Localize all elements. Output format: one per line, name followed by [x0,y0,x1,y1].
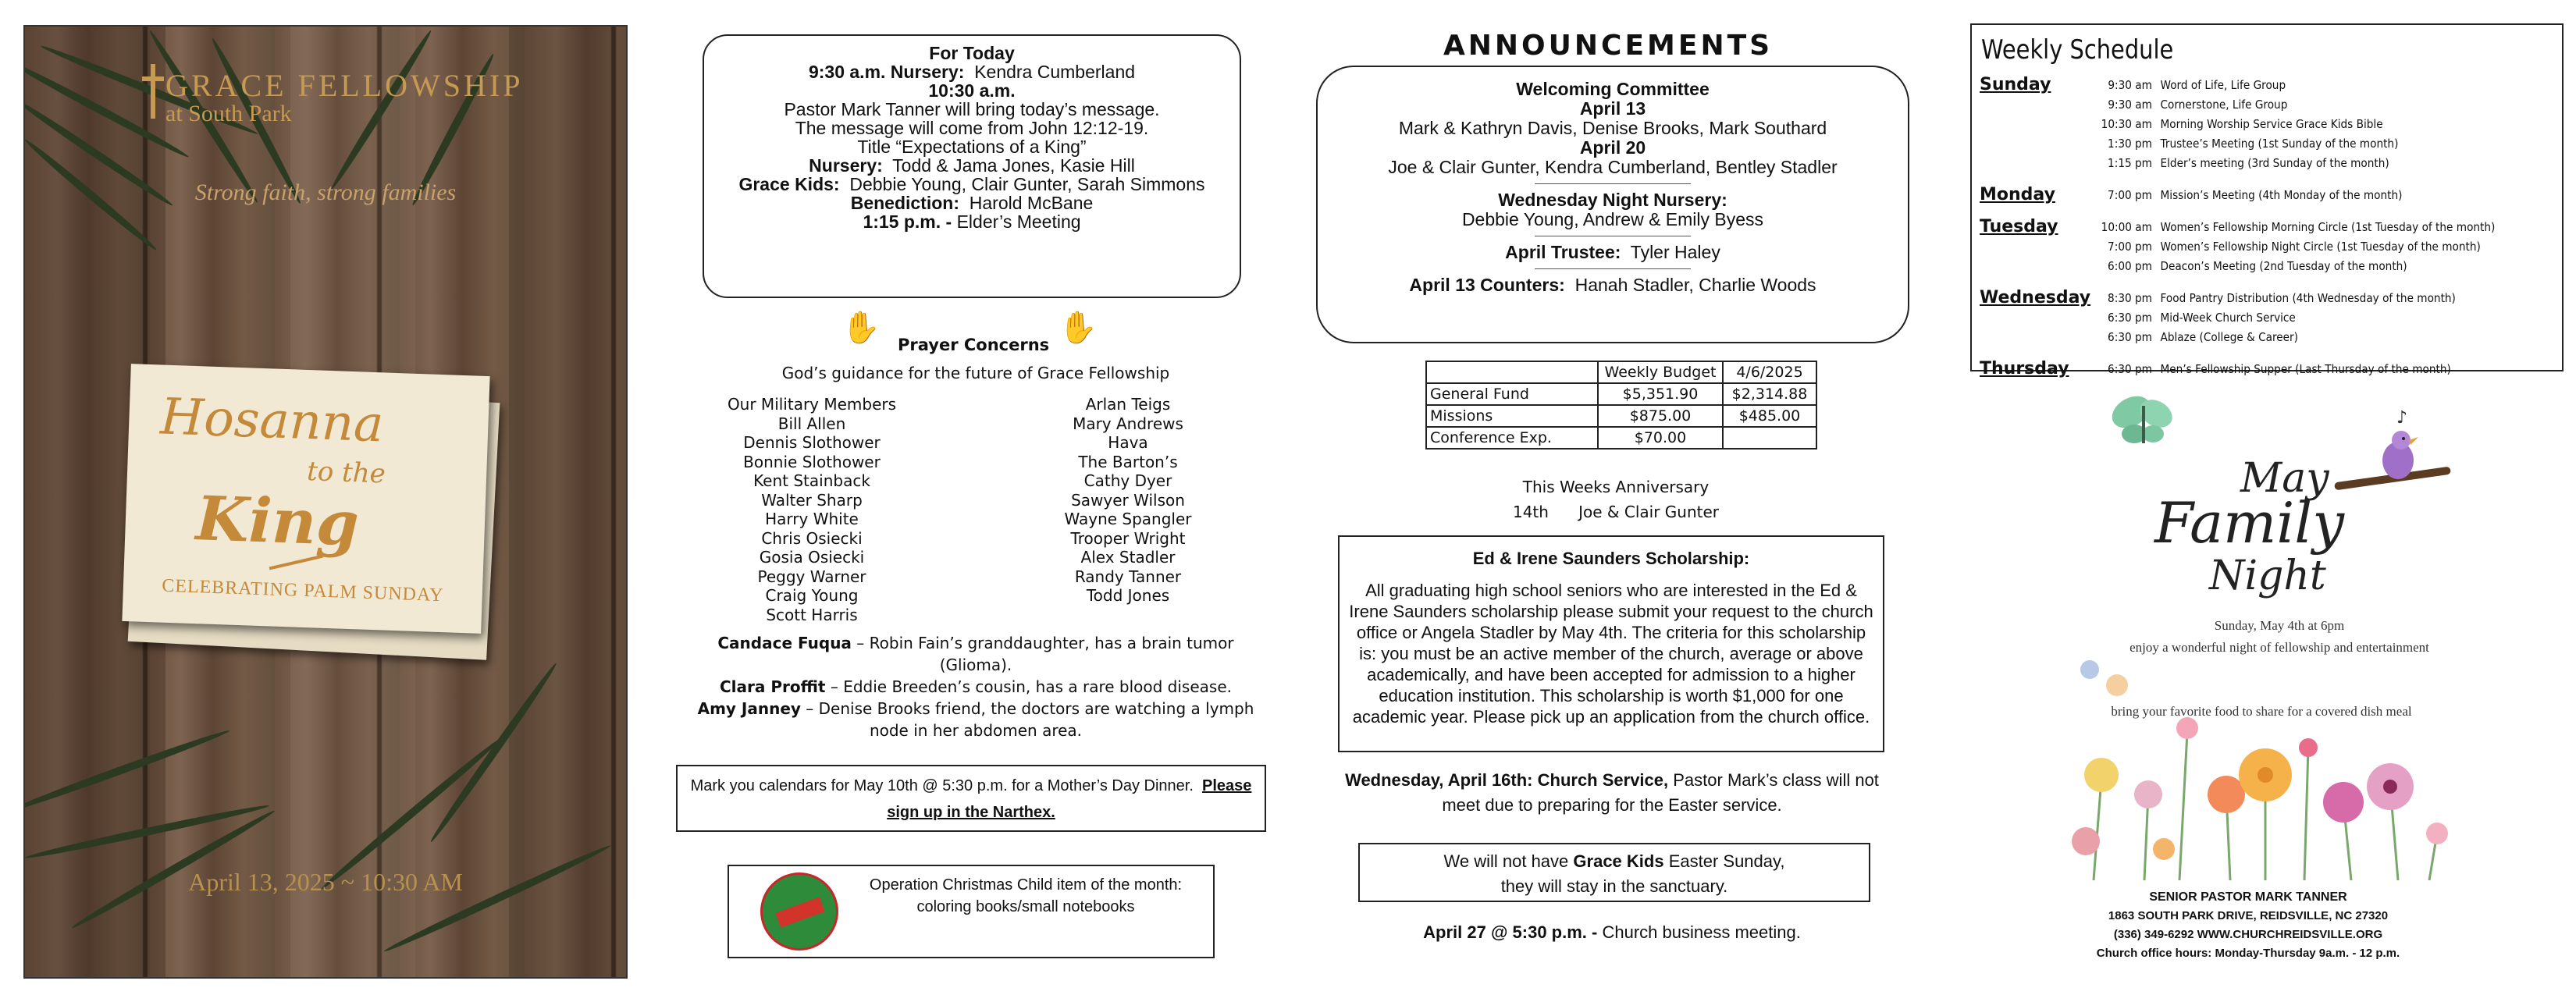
prayer-concerns-list [687,632,1265,741]
concern-text: Eddie Breeden’s cousin, has a rare blood disease. [843,677,1232,696]
schedule-event [2089,156,2389,170]
prayer-name: Arlan Teigs [1085,395,1171,414]
welcoming-title: Welcoming Committee [1516,79,1710,99]
church-address: 1863 SOUTH PARK DRIVE, REIDSVILLE, NC 27320 [2108,909,2389,922]
church-logo [165,67,523,127]
gracekids-easter-box [1358,843,1870,902]
family-night-when: Sunday, May 4th at 6pm [2214,618,2345,633]
event-time: 7:00 pm [2108,188,2152,202]
event-desc: Mission’s Meeting (4th Monday of the month) [2160,188,2403,202]
wed-nursery-names: Debbie Young, Andrew & Emily Byess [1461,209,1764,229]
table-cell [1426,361,1598,383]
event-desc: Cornerstone, Life Group [2160,98,2288,112]
concern-name: Clara Proffit [720,677,826,696]
event-time: 1:30 pm [2108,137,2152,151]
wed-nursery-title: Wednesday Night Nursery: [1498,190,1727,210]
occ-line2: coloring books/small notebooks [916,898,1135,915]
anniversary-title: This Weeks Anniversary [1522,478,1710,496]
family-night-bring: bring your favorite food to share for a covered dish meal [2111,704,2412,719]
pastor-name: SENIOR PASTOR MARK TANNER [2149,890,2347,904]
table-cell: Conference Exp. [1426,427,1598,449]
schedule-event [2089,188,2402,202]
gracekids-label: Grace Kids: [738,174,840,194]
table-row [1426,405,1816,427]
prayer-name: Trooper Wright [1070,528,1186,548]
event-time: 6:30 pm [2108,311,2152,325]
welcoming-names: Joe & Clair Gunter, Kendra Cumberland, Bentley Stadler [1388,157,1838,177]
prayer-names-right [999,395,1257,606]
schedule-event [2089,98,2287,112]
prayer-name: Todd Jones [1086,586,1170,605]
event-desc: Trustee’s Meeting (1st Sunday of the month) [2160,137,2399,151]
event-desc: Morning Worship Service Grace Kids Bible [2160,117,2383,131]
prayer-name: Randy Tanner [1074,567,1182,586]
schedule-event [2089,291,2456,305]
table-header: 4/6/2025 [1723,361,1816,383]
schedule-event [2089,240,2481,254]
wednesday-text: Pastor Mark’s class will not meet due to preparing for the Easter service. [1442,770,1879,815]
praying-hands-icon: ✋ [1059,311,1098,345]
event-desc: Deacon’s Meeting (2nd Tuesday of the month) [2160,259,2407,273]
weekly-schedule-title: Weekly Schedule [1981,34,2174,66]
mothers-day-signup: Please sign up in the Narthex. [887,777,1252,821]
benediction-label: Benediction: [850,193,959,213]
gracekids-easter-pre: We will not have [1443,851,1569,871]
table-cell: Missions [1426,405,1598,427]
schedule-day: Sunday [1980,75,2051,94]
tagline: Strong faith, strong families [194,179,457,205]
schedule-event [2089,117,2383,131]
nursery-label: Nursery: [809,155,883,176]
divider [1535,183,1691,184]
church-footer [2061,888,2435,963]
concern-name: Candace Fuqua [717,634,852,652]
table-cell: $2,314.88 [1723,383,1816,405]
gracekids-easter-line2: they will stay in the sanctuary. [1500,876,1728,896]
prayer-name: Cathy Dyer [1083,471,1172,490]
scholarship-body: All graduating high school seniors who are interested in the Ed & Irene Saunders scholarship please submit your request to the church office or Angela Stadler by May 4th. The criteria for this scholarship is: you must be an active member of the church, average or above academically, and have been accepted for admission to a higher education institution. This scholarship is worth $1,000 for one academic year. Please pick up an application from the church office. [1349,581,1873,727]
card-to-the: to the [306,456,386,490]
event-desc: Women’s Fellowship Morning Circle (1st Tuesday of the month) [2160,220,2496,234]
card-king: King [194,483,361,560]
event-desc: Food Pantry Distribution (4th Wednesday of the month) [2160,291,2456,305]
concern-item: Clara Proffit – Eddie Breeden’s cousin, has a rare blood disease. [720,677,1232,696]
card-hosanna: Hosanna [159,388,385,454]
schedule-event [2089,220,2495,234]
service-time: 10:30 a.m. [928,80,1016,101]
budget-table [1425,361,1817,450]
table-cell: $70.00 [1598,427,1723,449]
schedule-event [2089,311,2296,325]
schedule-day: Wednesday [1980,288,2091,307]
palm-sunday-card [122,364,489,634]
prayer-name: Harry White [765,510,859,528]
schedule-event [2089,330,2298,344]
gracekids-easter-bold: Grace Kids [1573,851,1664,871]
nursery-930-label: 9:30 a.m. Nursery: [808,62,965,82]
occ-line1: Operation Christmas Child item of the month: [869,876,1183,894]
schedule-day: Thursday [1980,359,2069,378]
cross-logo-icon [142,64,164,119]
prayer-name: Chris Osiecki [761,528,863,548]
cover-panel [23,25,628,979]
prayer-name: Craig Young [765,586,859,605]
announcements-title: ANNOUNCEMENTS [1443,30,1774,62]
event-desc: Mid-Week Church Service [2160,311,2296,325]
prayer-name: Walter Sharp [761,490,863,510]
message-line: Pastor Mark Tanner will bring today’s message. [784,99,1160,119]
counters-label: April 13 Counters: [1409,275,1565,295]
schedule-event [2089,137,2398,151]
event-time: 9:30 am [2108,98,2152,112]
schedule-event [2089,362,2451,376]
schedule-day: Tuesday [1980,217,2058,236]
prayer-name: Gosia Osiecki [759,548,865,567]
message-title: Title “Expectations of a King” [857,137,1087,157]
table-row [1426,427,1816,449]
mfn-word2: Family [2154,490,2344,556]
anniversary-names: Joe & Clair Gunter [1578,503,1719,521]
for-today-title: For Today [929,43,1015,63]
occ-box [728,865,1215,958]
anniversary-day: 14th [1512,503,1549,521]
church-phone-web: (336) 349-6292 WWW.CHURCHREIDSVILLE.ORG [2113,928,2383,941]
event-desc: Women’s Fellowship Night Circle (1st Tuesday of the month) [2160,240,2481,254]
prayer-names-left [687,395,937,624]
table-row [1426,383,1816,405]
prayer-name: Peggy Warner [757,567,866,586]
mfn-word3: Night [2209,553,2326,599]
welcoming-date: April 13 [1579,98,1646,119]
prayer-name: Mary Andrews [1073,414,1183,433]
family-night-info [2069,615,2490,637]
gracekids-value: Debbie Young, Clair Gunter, Sarah Simmons [849,174,1205,194]
prayer-name: Bonnie Slothower [743,452,881,471]
welcoming-names: Mark & Kathryn Davis, Denise Brooks, Mark Southard [1398,118,1827,138]
weekly-schedule-box [1970,23,2564,378]
table-cell: $875.00 [1598,405,1723,427]
counters-value: Hanah Stadler, Charlie Woods [1574,275,1816,295]
event-desc: Men’s Fellowship Supper (Last Thursday of the month) [2160,362,2451,376]
gracekids-easter-post: Easter Sunday, [1668,851,1785,871]
operation-christmas-child-logo-icon [760,872,838,951]
prayer-name: Kent Stainback [753,471,870,490]
table-cell: General Fund [1426,383,1598,405]
event-time: 6:30 pm [2108,362,2152,376]
concern-name: Amy Janney [697,699,801,718]
business-meeting [1327,922,1897,943]
prayer-subtitle: God’s guidance for the future of Grace Fellowship [781,364,1170,382]
scholarship-box [1338,535,1884,752]
benediction-value: Harold McBane [969,193,1094,213]
event-time: 1:15 pm [2108,156,2152,170]
concern-text: Robin Fain’s granddaughter, has a brain tumor (Glioma). [869,634,1234,674]
divider [1535,268,1691,269]
flower-illustration [2070,638,2453,880]
anniversary [1374,474,1858,524]
business-label: April 27 @ 5:30 p.m. - [1423,922,1598,942]
event-time: 8:30 pm [2108,291,2152,305]
trustee-value: Tyler Haley [1630,242,1720,262]
wednesday-label: Wednesday, April 16th: Church Service, [1345,770,1669,790]
event-desc: Elder’s meeting (3rd Sunday of the month) [2160,156,2389,170]
family-night-enjoy: enjoy a wonderful night of fellowship and entertainment [2129,640,2429,655]
event-time: 10:30 am [2101,117,2152,131]
wednesday-notice [1327,768,1897,818]
welcoming-date: April 20 [1579,137,1646,158]
schedule-event [2089,259,2407,273]
church-subname: at South Park [165,101,292,126]
message-line: The message will come from John 12:12-19. [795,118,1149,138]
prayer-name: Alex Stadler [1080,548,1176,567]
church-name: GRACE FELLOWSHIP [165,68,524,103]
event-time: 9:30 am [2108,78,2152,92]
event-time: 6:00 pm [2108,259,2152,273]
svg-text:♪: ♪ [2396,408,2408,428]
event-time: 6:30 pm [2108,330,2152,344]
elders-time: 1:15 p.m. - [863,211,952,232]
mothers-day-box [676,765,1266,832]
wood-plank [509,27,626,977]
prayer-name: Dennis Slothower [743,433,881,452]
elders-meeting: Elder’s Meeting [956,211,1081,232]
prayer-name: Bill Allen [777,414,846,433]
prayer-name: The Barton’s [1078,452,1178,471]
prayer-name: Wayne Spangler [1064,510,1192,528]
mothers-day-text: Mark you calendars for May 10th @ 5:30 p.m. for a Mother’s Day Dinner. [690,777,1194,794]
table-row [1426,361,1816,383]
event-desc: Word of Life, Life Group [2160,78,2286,92]
prayer-name: Sawyer Wilson [1071,490,1185,510]
table-cell: $5,351.90 [1598,383,1723,405]
praying-hands-icon: ✋ [841,311,881,345]
concern-text: Denise Brooks friend, the doctors are watching a lymph node in her abdomen area. [818,699,1254,740]
event-desc: Ablaze (College & Career) [2160,330,2298,344]
nursery-value: Todd & Jama Jones, Kasie Hill [892,155,1135,176]
welcoming-box [1316,66,1909,343]
schedule-event [2089,78,2286,92]
business-text: Church business meeting. [1602,922,1801,942]
concern-item: Amy Janney – Denise Brooks friend, the doctors are watching a lymph node in her abdomen area. [697,699,1254,740]
table-cell: $485.00 [1723,405,1816,427]
event-time: 7:00 pm [2108,240,2152,254]
card-caption: CELEBRATING PALM SUNDAY [161,575,444,606]
trustee-label: April Trustee: [1505,242,1621,262]
scholarship-title: Ed & Irene Saunders Scholarship: [1472,549,1750,568]
may-family-night-title [2123,437,2389,601]
nursery-930-value: Kendra Cumberland [974,62,1136,82]
event-time: 10:00 am [2101,220,2152,234]
prayer-name: Scott Harris [766,605,858,624]
prayer-name: Our Military Members [727,395,897,414]
service-date: April 13, 2025 ~ 10:30 AM [188,868,463,896]
for-today-box [703,34,1241,298]
prayer-name: Hava [1108,433,1148,452]
mfn-word1: May [2240,455,2329,502]
prayer-concerns-title: Prayer Concerns [898,336,1050,354]
table-header: Weekly Budget [1598,361,1723,383]
schedule-day: Monday [1980,185,2055,204]
table-cell [1723,427,1816,449]
office-hours: Church office hours: Monday-Thursday 9a.m. - 12 p.m. [2096,947,2400,960]
concern-item: Candace Fuqua – Robin Fain’s granddaughter, has a brain tumor (Glioma). [717,634,1234,674]
